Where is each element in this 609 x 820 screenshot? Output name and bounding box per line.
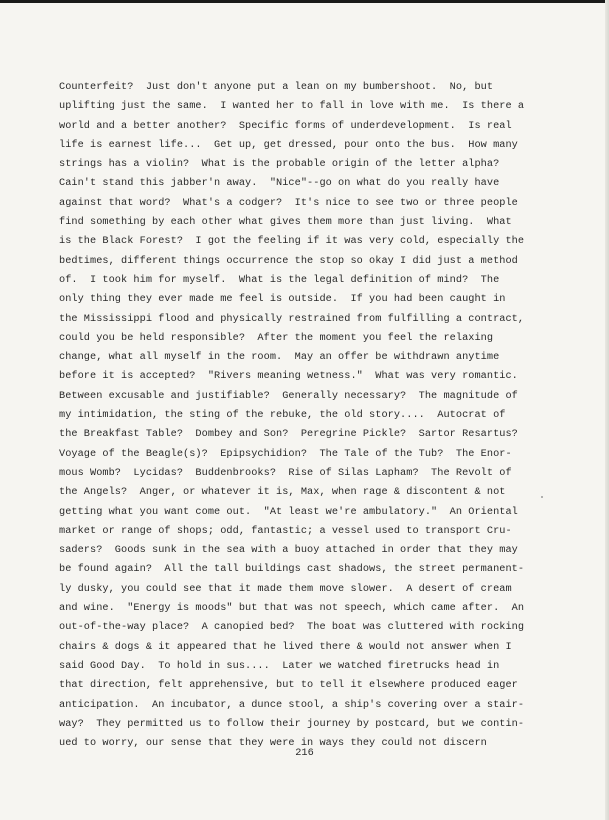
text-line: the Angels? Anger, or whatever it is, Max, when rage & discontent & not xyxy=(59,486,506,499)
text-line: change, what all myself in the room. May an offer be withdrawn anytime xyxy=(59,351,500,364)
text-line: be found again? All the tall buildings cast shadows, the street permanent- xyxy=(59,563,525,576)
text-line: said Good Day. To hold in sus.... Later we watched firetrucks head in xyxy=(59,659,500,672)
text-line: the Breakfast Table? Dombey and Son? Peregrine Pickle? Sartor Resartus? xyxy=(59,428,518,441)
text-line: Cain't stand this jabber'n away. "Nice"--go on what do you really have xyxy=(59,177,500,190)
page-number: 216 xyxy=(295,747,314,759)
paper-speck xyxy=(541,496,543,498)
text-line: Voyage of the Beagle(s)? Epipsychidion? The Tale of the Tub? The Enor- xyxy=(59,447,512,460)
text-line: life is earnest life... Get up, get dressed, pour onto the bus. How many xyxy=(59,138,518,151)
text-line: that direction, felt apprehensive, but to tell it elsewhere produced eager xyxy=(59,679,518,692)
text-line: way? They permitted us to follow their journey by postcard, but we contin- xyxy=(59,717,525,730)
text-line: find something by each other what gives them more than just living. What xyxy=(59,216,512,229)
text-line: chairs & dogs & it appeared that he lived there & would not answer when I xyxy=(59,640,512,653)
text-line: ued to worry, our sense that they were in ways they could not discern xyxy=(59,737,487,750)
text-line: getting what you want come out. "At least we're ambulatory." An Oriental xyxy=(59,505,518,518)
text-line: Counterfeit? Just don't anyone put a lean on my bumbershoot. No, but xyxy=(59,81,494,93)
text-line: world and a better another? Specific forms of underdevelopment. Is real xyxy=(59,119,512,132)
page-top-edge xyxy=(0,0,609,3)
text-line: anticipation. An incubator, a dunce stool, a ship's covering over a stair- xyxy=(59,698,525,711)
page-right-edge xyxy=(605,0,609,820)
text-line: market or range of shops; odd, fantastic; a vessel used to transport Cru- xyxy=(59,524,512,537)
text-line: could you be held responsible? After the moment you feel the relaxing xyxy=(59,331,494,344)
text-line: against that word? What's a codger? It's nice to see two or three people xyxy=(59,196,518,209)
text-line: bedtimes, different things occurrence the stop so okay I did just a method xyxy=(59,254,518,267)
text-line: only thing they ever made me feel is outside. If you had been caught in xyxy=(59,293,506,306)
text-line: saders? Goods sunk in the sea with a buoy attached in order that they may xyxy=(59,544,518,557)
text-line: and wine. "Energy is moods" but that was not speech, which came after. An xyxy=(59,602,525,615)
text-line: out-of-the-way place? A canopied bed? The boat was cluttered with rocking xyxy=(59,621,525,634)
text-line: ly dusky, you could see that it made them move slower. A desert of cream xyxy=(59,582,512,595)
text-line: is the Black Forest? I got the feeling if it was very cold, especially the xyxy=(59,235,525,248)
text-line: strings has a violin? What is the probable origin of the letter alpha? xyxy=(59,158,500,171)
text-line: before it is accepted? "Rivers meaning wetness." What was very romantic. xyxy=(59,370,518,383)
text-line: Between excusable and justifiable? Generally necessary? The magnitude of xyxy=(59,389,518,402)
body-text xyxy=(59,78,559,753)
text-line: my intimidation, the sting of the rebuke, the old story.... Autocrat of xyxy=(59,409,506,422)
text-line: the Mississippi flood and physically restrained from fulfilling a contract, xyxy=(59,312,525,325)
text-line: mous Womb? Lycidas? Buddenbrooks? Rise of Silas Lapham? The Revolt of xyxy=(59,466,512,479)
text-line: uplifting just the same. I wanted her to fall in love with me. Is there a xyxy=(59,100,525,113)
text-line: of. I took him for myself. What is the legal definition of mind? The xyxy=(59,273,500,286)
